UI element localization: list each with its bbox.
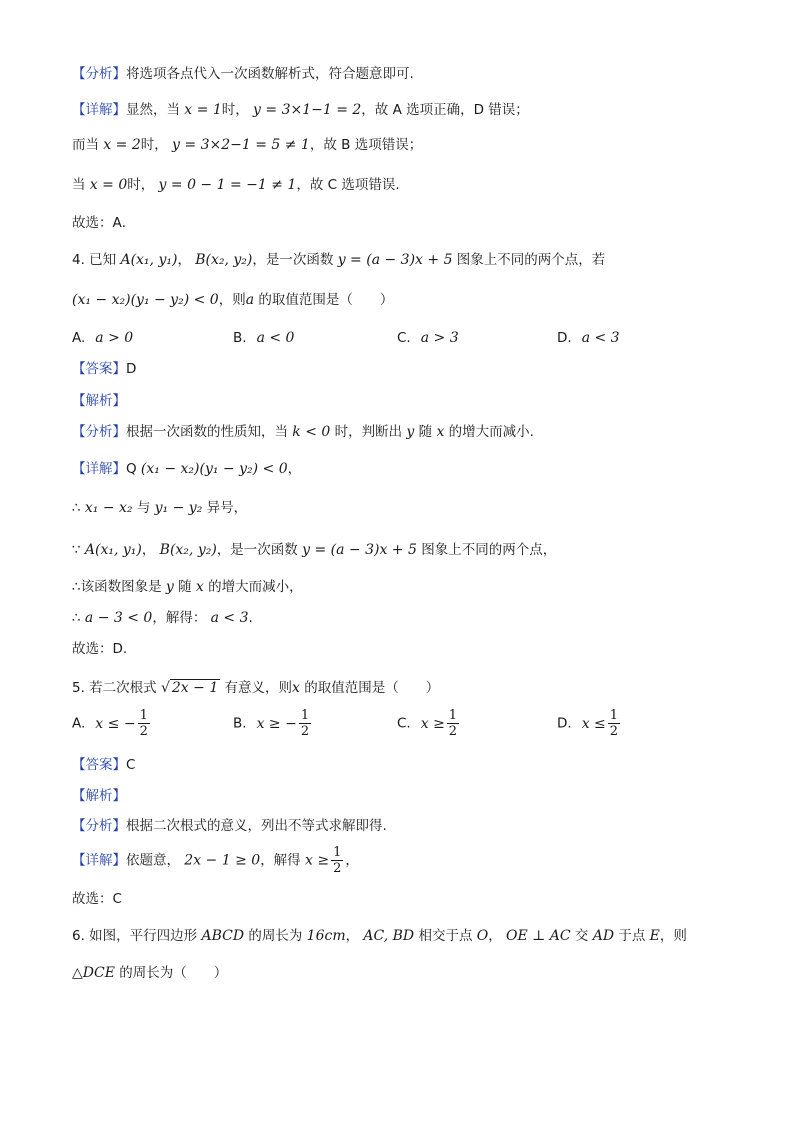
q5-suffix2: 的取值范围是（ ）	[299, 680, 440, 696]
text-run: 将选项各点代入一次函数解析式，符合题意即可.	[126, 66, 414, 82]
fraction-denominator: 2	[139, 724, 148, 739]
detail-math-2: x ≥	[304, 852, 330, 869]
text-run: ，则	[659, 928, 687, 944]
fraction-denominator: 2	[333, 861, 342, 876]
text-run: 异号，	[202, 500, 248, 516]
option-label: D.	[557, 715, 572, 732]
q4-option	[397, 327, 459, 349]
fraction-numerator: 1	[300, 708, 310, 723]
fraction	[299, 708, 311, 739]
text-run: 根据一次函数的性质知，当	[126, 424, 293, 440]
math-expression: AC, BD	[363, 928, 415, 944]
fraction-numerator: 1	[448, 708, 458, 723]
text-line	[72, 925, 754, 947]
fraction-numerator: 1	[609, 708, 619, 723]
text-run: ，解得：	[152, 610, 211, 626]
math-expression: y	[165, 579, 174, 595]
math-expression: y = (a − 3)x + 5	[337, 252, 453, 268]
text-run: ，	[177, 252, 196, 268]
option-label: B.	[233, 715, 247, 732]
q5-detail-line	[72, 845, 754, 876]
text-run: 故选：A．	[72, 215, 136, 231]
sqrt-radicand: 2x − 1	[171, 680, 219, 696]
text-run: 显然，当	[126, 102, 185, 118]
math-expression: a − 3 < 0	[84, 610, 153, 626]
text-line	[72, 390, 754, 412]
section-tag: 【解析】	[72, 788, 126, 804]
text-run: 4. 已知	[72, 252, 121, 268]
text-line	[72, 458, 754, 480]
detail-text-1: 依题意，	[126, 852, 185, 869]
option-expression: a > 3	[420, 330, 459, 346]
text-run: .	[248, 610, 253, 626]
text-run: 随	[414, 424, 437, 440]
text-line	[72, 785, 754, 807]
text-line	[72, 815, 754, 837]
q5-option	[557, 708, 622, 739]
text-line	[72, 212, 754, 234]
text-line	[72, 888, 754, 910]
text-line	[72, 134, 754, 156]
q5-option	[233, 708, 313, 739]
text-run: 故选：D.	[72, 641, 128, 657]
detail-text-2: ，解得	[260, 852, 305, 869]
q5-suffix: 有意义，则	[220, 680, 293, 696]
text-run: ，故 B 选项错误；	[309, 137, 423, 153]
text-line	[72, 607, 754, 629]
fraction	[331, 845, 343, 876]
option-expression: x ≥	[420, 715, 445, 732]
math-expression: k < 0	[292, 424, 331, 440]
option-expression: a < 0	[256, 330, 295, 346]
text-run: 故选：C	[72, 891, 122, 907]
q5-var: x	[292, 680, 300, 696]
text-run: 根据二次根式的意义，列出不等式求解即得.	[126, 818, 387, 834]
fraction-numerator: 1	[139, 708, 148, 723]
text-run: ∴	[72, 610, 85, 626]
section-tag: 【详解】	[72, 102, 126, 118]
text-line	[72, 638, 754, 660]
math-expression: B(x₂, y₂)	[195, 252, 253, 268]
math-expression: y = 3×1−1 = 2	[253, 102, 362, 118]
q5-option	[72, 708, 152, 739]
text-line	[72, 497, 754, 519]
text-run: 的周长为	[244, 928, 307, 944]
math-expression: x = 1	[184, 102, 222, 118]
text-run: C	[126, 757, 136, 773]
text-line	[72, 99, 754, 121]
question-5-stem	[72, 677, 754, 699]
math-expression: y₁ − y₂	[154, 500, 203, 516]
text-run: ，	[488, 928, 507, 944]
text-run: 图象上不同的两个点，	[416, 542, 557, 558]
text-line	[72, 539, 754, 561]
text-run: 时，	[127, 177, 159, 193]
q5-prefix: 5. 若二次根式	[72, 680, 161, 696]
math-expression: (x₁ − x₂)(y₁ − y₂) < 0	[72, 292, 219, 308]
text-run: 时，	[221, 102, 254, 118]
text-run: ，是一次函数	[216, 542, 303, 558]
text-line	[72, 63, 754, 85]
sqrt-expression: √ 2x − 1	[160, 680, 219, 696]
math-expression: △DCE	[72, 965, 115, 981]
math-expression: A(x₁, y₁)	[120, 252, 178, 268]
fraction-numerator: 1	[333, 845, 342, 860]
fraction-denominator: 2	[448, 724, 458, 739]
math-expression: (x₁ − x₂)(y₁ − y₂) < 0	[140, 461, 288, 477]
math-expression: x	[436, 424, 445, 440]
section-tag: 【分析】	[72, 818, 126, 834]
q4-option	[557, 327, 620, 349]
option-expression: x ≤	[581, 715, 606, 732]
math-expression: a < 3	[210, 610, 249, 626]
text-run: ∵	[72, 542, 85, 558]
text-line	[72, 421, 754, 443]
math-expression: 16cm	[306, 928, 346, 944]
option-label: B.	[233, 330, 247, 346]
text-run: 相交于点	[414, 928, 477, 944]
text-run: ∴该函数图象是	[72, 579, 166, 595]
text-run: D	[126, 361, 137, 377]
option-label: C.	[397, 715, 411, 732]
text-run: 6. 如图，平行四边形	[72, 928, 202, 944]
math-expression: y = (a − 3)x + 5	[302, 542, 417, 558]
text-run: 随	[173, 579, 196, 595]
text-run: ，	[345, 928, 364, 944]
text-run: ，	[141, 542, 160, 558]
math-expression: x = 0	[89, 177, 128, 193]
text-line	[72, 962, 754, 984]
section-tag: 【分析】	[72, 424, 126, 440]
text-run: 图象上不同的两个点，若	[452, 252, 606, 268]
math-expression: x = 2	[103, 137, 141, 153]
text-run: ，	[287, 461, 302, 477]
text-run: 的增大而减小.	[444, 424, 534, 440]
math-expression: A(x₁, y₁)	[84, 542, 142, 558]
section-tag: 【分析】	[72, 66, 126, 82]
text-run: 的增大而减小，	[203, 579, 303, 595]
text-run: ，故 C 选项错误.	[296, 177, 400, 193]
text-run: 交	[570, 928, 593, 944]
math-expression: y = 3×2−1 = 5 ≠ 1	[172, 137, 310, 153]
text-run: 的取值范围是（ ）	[254, 292, 394, 308]
option-expression: a < 3	[581, 330, 620, 346]
text-run: ，则	[218, 292, 246, 308]
q5-option	[397, 708, 461, 739]
math-expression: AD	[592, 928, 615, 944]
text-run: ，故 A 选项正确，D 错误；	[361, 102, 529, 118]
option-label: A.	[72, 715, 86, 732]
option-label: A.	[72, 330, 86, 346]
text-line	[72, 174, 754, 196]
text-line	[72, 249, 754, 271]
fraction	[608, 708, 620, 739]
text-run: 而当	[72, 137, 104, 153]
section-tag: 【解析】	[72, 393, 126, 409]
text-run: ∴	[72, 500, 85, 516]
math-expression: y = 0 − 1 = −1 ≠ 1	[158, 177, 297, 193]
text-run: 于点	[614, 928, 650, 944]
section-tag: 【详解】	[72, 461, 126, 477]
detail-text-3: ，	[345, 852, 359, 869]
math-expression: x₁ − x₂	[84, 500, 133, 516]
option-expression: x ≥ −	[256, 715, 297, 732]
option-label: C.	[397, 330, 411, 346]
q4-option	[233, 327, 294, 349]
section-tag: 【答案】	[72, 757, 126, 773]
math-expression: a	[245, 292, 255, 308]
math-expression: ABCD	[201, 928, 245, 944]
detail-tag: 【详解】	[72, 852, 126, 869]
fraction	[447, 708, 459, 739]
detail-math-1: 2x − 1 ≥ 0	[184, 852, 261, 869]
text-run: Q	[126, 461, 141, 477]
text-run: 当	[72, 177, 90, 193]
fraction-denominator: 2	[300, 724, 310, 739]
text-line	[72, 289, 754, 311]
math-expression: OE ⊥ AC	[506, 928, 571, 944]
text-run: 时，	[140, 137, 173, 153]
text-run: 的周长为（ ）	[114, 965, 228, 981]
fraction	[138, 708, 150, 739]
math-expression: E	[649, 928, 660, 944]
math-expression: y	[406, 424, 415, 440]
text-run: 与	[132, 500, 155, 516]
fraction-denominator: 2	[609, 724, 619, 739]
text-run: 时，判断出	[330, 424, 407, 440]
text-line	[72, 754, 754, 776]
option-expression: x ≤ −	[95, 715, 136, 732]
section-tag: 【答案】	[72, 361, 126, 377]
option-expression: a > 0	[95, 330, 134, 346]
q4-option	[72, 327, 133, 349]
math-expression: x	[195, 579, 204, 595]
text-run: ，是一次函数	[252, 252, 338, 268]
math-expression: O	[476, 928, 489, 944]
text-line	[72, 576, 754, 598]
option-label: D.	[557, 330, 572, 346]
text-line	[72, 358, 754, 380]
math-expression: B(x₂, y₂)	[159, 542, 217, 558]
